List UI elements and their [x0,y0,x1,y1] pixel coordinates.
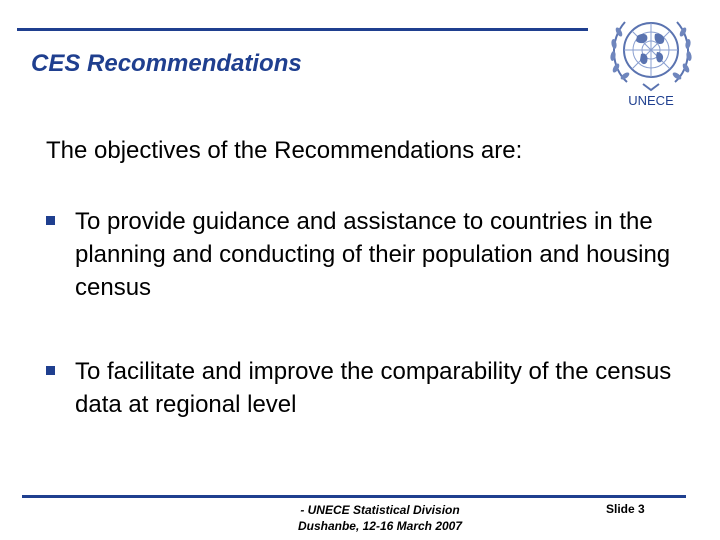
unece-logo [603,10,699,110]
bullet-text: To provide guidance and assistance to countries in the planning and conducting of their population and housing census [75,208,671,301]
un-emblem-icon [603,10,699,94]
bullet-item [46,355,696,421]
bullet-square-icon [46,216,55,225]
slide-number: Slide 3 [606,502,645,516]
bullet-text: To facilitate and improve the comparability of the census data at regional level [75,358,672,418]
bullet-square-icon [46,366,55,375]
logo-text: UNECE [628,93,674,108]
footer-source [230,502,530,534]
slide-title: CES Recommendations [31,50,302,77]
bullet-item [46,205,696,304]
footer-rule [22,495,686,498]
footer-event: Dushanbe, 12-16 March 2007 [297,519,463,533]
intro-text: The objectives of the Recommendations are: [46,137,523,164]
header-rule [17,28,588,31]
footer-division: - UNECE Statistical Division [300,503,460,517]
